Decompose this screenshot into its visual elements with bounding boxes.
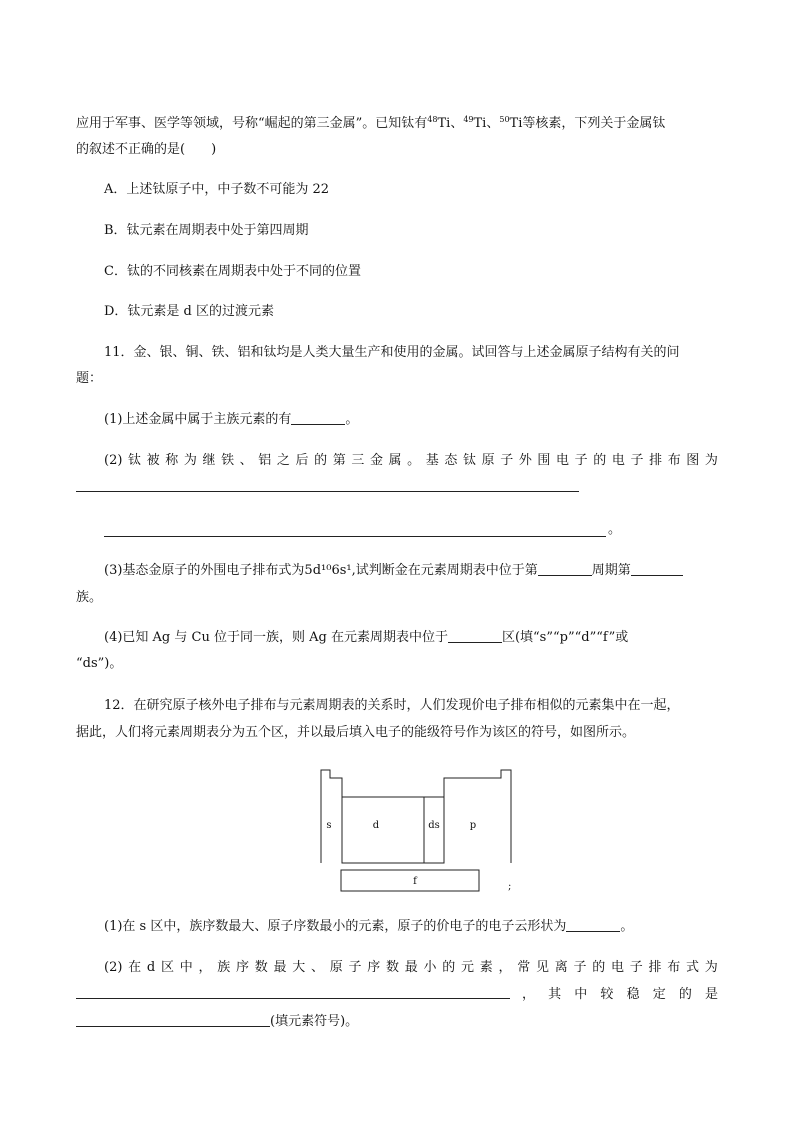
q10-stem-text: 等核素，下列关于金属钛 — [522, 116, 666, 131]
electron-configuration: 5d¹⁰6s¹ — [304, 563, 352, 578]
q12-part2-char: 区 — [160, 960, 174, 975]
answer-blank[interactable] — [631, 562, 683, 576]
q11-part4-line1 — [104, 629, 628, 647]
q12-part2-char: 的 — [592, 960, 606, 975]
q12-part2-char: (2) — [104, 960, 123, 975]
q11-part2-char: 子 — [500, 453, 514, 468]
isotope-mass-48: 48 — [427, 115, 438, 124]
p-block-label: p — [469, 820, 477, 831]
q12-part2-char: d — [146, 960, 156, 975]
ds-block-label: ds — [428, 820, 440, 831]
q11-part2-char: 电 — [556, 453, 570, 468]
isotope-symbol: Ti、 — [473, 116, 500, 131]
q11-part2-char: (2) — [104, 453, 123, 468]
f-block-label: f — [413, 876, 417, 887]
q10-option-b: B．钛元素在周期表中处于第四周期 — [104, 223, 309, 238]
q11-part2-char: 布 — [667, 453, 681, 468]
s-block-label: s — [326, 820, 332, 831]
q11-part2-char: 为 — [183, 453, 197, 468]
q12-part2-char: 子 — [629, 960, 643, 975]
q11-part2-char: 基 — [425, 453, 439, 468]
q11-part2-char: 子 — [574, 453, 588, 468]
q11-part2-char: 钛 — [462, 453, 476, 468]
q12-part2-line1 — [104, 959, 718, 977]
s-block-outline — [321, 770, 342, 863]
q11-part2-line1 — [104, 452, 718, 470]
q12-part2-char: 是 — [704, 987, 718, 1002]
q12-part2-char: 素 — [479, 960, 493, 975]
q12-part2-char: 子 — [348, 960, 362, 975]
q12-part2-char: 稳 — [626, 987, 640, 1002]
q11-part4-line2: “ds”)。 — [76, 656, 123, 671]
q11-part2-char: 铁 — [221, 453, 235, 468]
q11-part2-char: 的 — [314, 453, 328, 468]
q12-part2-char: 的 — [442, 960, 456, 975]
d-block-label: d — [372, 820, 380, 831]
q11-part2-char: 的 — [593, 453, 607, 468]
q12-part2-char: 序 — [235, 960, 249, 975]
q12-part2-char: 布 — [667, 960, 681, 975]
q12-part2-char: 离 — [554, 960, 568, 975]
q11-part1-end: 。 — [345, 412, 359, 427]
q11-part2-char: 后 — [295, 453, 309, 468]
answer-blank[interactable] — [76, 1013, 270, 1027]
q12-part2-char: 小 — [423, 960, 437, 975]
q11-part2-char: 称 — [165, 453, 179, 468]
q11-part1 — [104, 411, 358, 429]
q12-part2-char: 见 — [535, 960, 549, 975]
q11-part4-text: 区(填“s”“p”“d”“f”或 — [501, 630, 629, 645]
d-block-outline — [342, 797, 424, 863]
isotope-symbol: Ti — [509, 116, 523, 131]
q11-part2-char: 。 — [407, 453, 421, 468]
answer-blank[interactable] — [538, 562, 592, 576]
q11-part2-char: 子 — [630, 453, 644, 468]
q12-part2-char: ， — [198, 960, 212, 975]
q11-part2-char: 属 — [388, 453, 402, 468]
q11-part2-char: 原 — [481, 453, 495, 468]
q12-part2-char: 定 — [652, 987, 666, 1002]
q12-part2-line2 — [522, 986, 718, 1004]
q12-part2-char: 排 — [648, 960, 662, 975]
q11-part2-char: 继 — [202, 453, 216, 468]
q12-stem-line2: 据此，人们将元素周期表分为五个区，并以最后填入电子的能级符号作为该区的符号，如图所示。 — [76, 725, 636, 740]
answer-blank[interactable] — [291, 411, 345, 425]
q12-part2-char: 子 — [573, 960, 587, 975]
answer-blank[interactable] — [104, 536, 606, 537]
q11-part2-char: 三 — [351, 453, 365, 468]
q10-stem-line1 — [76, 115, 665, 133]
q10-stem-text: 应用于军事、医学等领域，号称“崛起的第三金属”。已知钛有 — [76, 116, 428, 131]
q12-part2-char: 较 — [600, 987, 614, 1002]
q11-stem-line1: 11．金、银、铜、铁、铝和钛均是人类大量生产和使用的金属。试回答与上述金属原子结构有关的问 — [104, 345, 680, 360]
q12-part2-char: 其 — [548, 987, 562, 1002]
answer-blank[interactable] — [76, 998, 510, 999]
q12-part2-char: 最 — [404, 960, 418, 975]
q10-option-c: C．钛的不同核素在周期表中处于不同的位置 — [104, 264, 361, 279]
q12-part2-char: 中 — [574, 987, 588, 1002]
f-block-outline — [341, 870, 479, 891]
q11-part2-char: 态 — [444, 453, 458, 468]
answer-blank[interactable] — [76, 491, 579, 492]
q12-part2-char: 式 — [685, 960, 699, 975]
q11-part2-char: 图 — [686, 453, 700, 468]
q11-part2-char: 电 — [611, 453, 625, 468]
q12-part2-char: 族 — [217, 960, 231, 975]
q12-part2-char: 电 — [610, 960, 624, 975]
q10-option-a: A．上述钛原子中，中子数不可能为 22 — [104, 182, 330, 197]
q11-part2-char: 钛 — [128, 453, 142, 468]
p-block-outline — [444, 770, 511, 863]
q11-part2-char: 、 — [239, 453, 253, 468]
q11-part4-text: (4)已知 Ag 与 Cu 位于同一族，则 Ag 在元素周期表中位于 — [104, 630, 448, 645]
isotope-mass-50: 50 — [499, 115, 510, 124]
q11-part3-text: ,试判断金在元素周期表中位于第 — [351, 563, 538, 578]
q12-part2-char: 序 — [367, 960, 381, 975]
q12-part2-char: ， — [522, 987, 536, 1002]
q11-part2-char: 为 — [704, 453, 718, 468]
answer-blank[interactable] — [566, 918, 620, 932]
q12-part1-text: (1)在 s 区中，族序数最大、原子序数最小的元素，原子的价电子的电子云形状为 — [104, 919, 567, 934]
q11-part2-char: 围 — [537, 453, 551, 468]
q11-part2-char: 之 — [276, 453, 290, 468]
answer-blank[interactable] — [448, 629, 502, 643]
q11-stem-line2: 题： — [76, 371, 103, 386]
q11-part3-text: 周期第 — [591, 563, 631, 578]
q12-part2-char: 最 — [273, 960, 287, 975]
q11-part2-char: 外 — [518, 453, 532, 468]
q10-stem-line2: 的叙述不正确的是( ) — [76, 142, 217, 157]
q12-part2-char: 大 — [292, 960, 306, 975]
figure-trailing-mark: ; — [508, 881, 512, 892]
q12-part2-line3 — [76, 1013, 358, 1031]
q11-part2-char: 被 — [146, 453, 160, 468]
q11-part3-line2: 族。 — [76, 590, 103, 605]
isotope-symbol: Ti、 — [437, 116, 464, 131]
isotope-mass-49: 49 — [463, 115, 474, 124]
q12-part2-char: 数 — [385, 960, 399, 975]
q12-part2-char: 的 — [678, 987, 692, 1002]
q12-part2-text: (填元素符号)。 — [270, 1014, 359, 1029]
q12-part2-char: 在 — [128, 960, 142, 975]
q12-part2-char: 数 — [254, 960, 268, 975]
q12-part2-char: 常 — [517, 960, 531, 975]
q12-part1-end: 。 — [620, 919, 634, 934]
q10-option-d: D．钛元素是 d 区的过渡元素 — [104, 304, 275, 319]
q12-stem-line1: 12．在研究原子核外电子排布与元素周期表的关系时，人们发现价电子排布相似的元素集中在一起， — [104, 698, 680, 713]
q11-part2-char: 铝 — [258, 453, 272, 468]
q11-part2-end: 。 — [608, 522, 622, 537]
q12-part2-char: ， — [498, 960, 512, 975]
q12-part2-char: 中 — [179, 960, 193, 975]
q11-part1-text: (1)上述金属中属于主族元素的有 — [104, 412, 292, 427]
q12-part2-char: 元 — [460, 960, 474, 975]
q11-part3-line1 — [104, 562, 683, 580]
q11-part2-char: 排 — [649, 453, 663, 468]
periodic-table-blocks-figure — [318, 768, 518, 893]
q12-part2-char: 为 — [704, 960, 718, 975]
q11-part2-char: 金 — [369, 453, 383, 468]
q11-part2-char: 第 — [332, 453, 346, 468]
q12-part1 — [104, 918, 633, 936]
q12-part2-char: 、 — [310, 960, 324, 975]
q11-part3-text: (3)基态金原子的外围电子排布式为 — [104, 563, 305, 578]
q12-part2-char: 原 — [329, 960, 343, 975]
